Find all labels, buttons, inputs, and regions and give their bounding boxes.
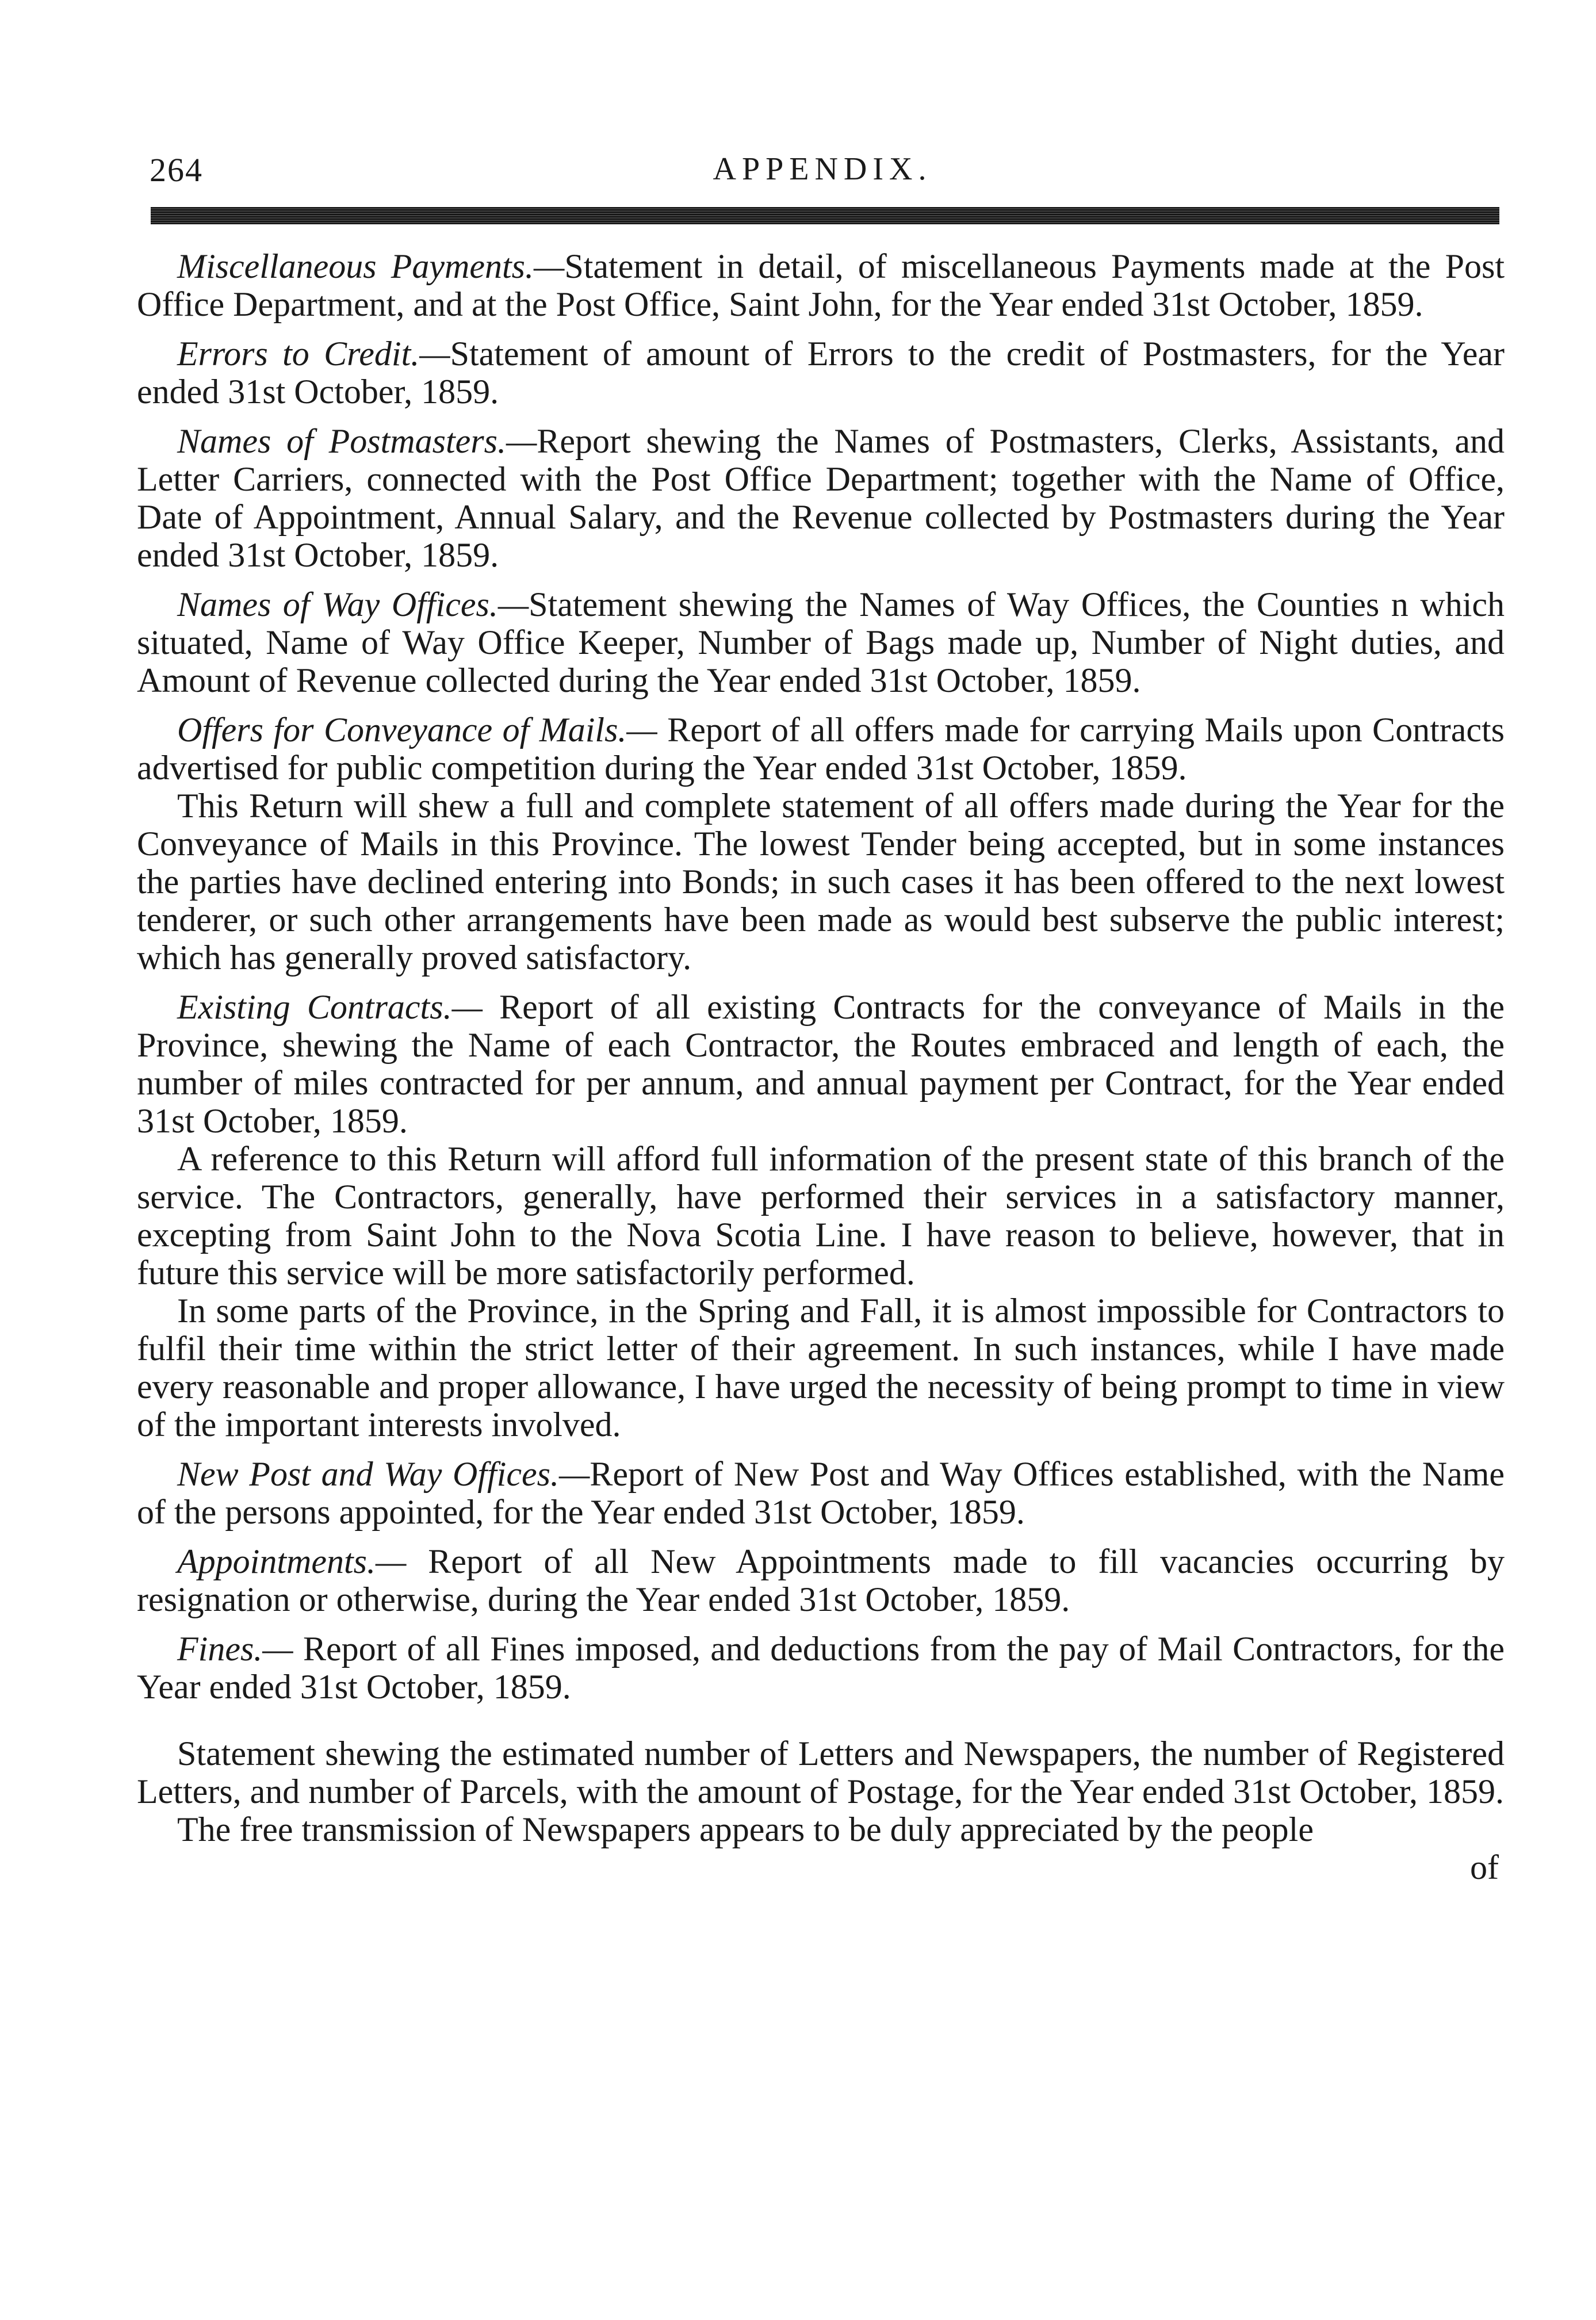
catchword: of xyxy=(1470,1848,1499,1886)
paragraph-text: Report shewing the Names of Postmasters, Clerks, Assistants, and Letter Carriers, connected with the Post Office Department; together with the Name of Office, Date of Appointment, Annual Salary, and the Revenue collected by Postmasters during the Year ended 31st October, 1859. xyxy=(137,422,1505,574)
paragraph-names-of-way-offices xyxy=(137,585,1505,699)
paragraph-text: Report of all existing Contracts for the conveyance of Mails in the Province, shewing the Name of each Contractor, the Routes embraced and length of each, the number of miles contracted for per annum, and annual payment per Contract, for the Year ended 31st October, 1859. xyxy=(137,988,1505,1140)
paragraph-text: In some parts of the Province, in the Spring and Fall, it is almost impossible for Contractors to fulfil their time within the strict letter of their agreement. In such instances, while I have made every reasonable and proper allowance, I have urged the necessity of being prompt to time in view of the important interests involved. xyxy=(137,1292,1505,1444)
paragraph-text: Statement shewing the Names of Way Offices, the Counties n which situated, Name of Way Office Keeper, Number of Bags made up, Number of Night duties, and Amount of Revenue collected during the Year ended 31st October, 1859. xyxy=(137,585,1505,699)
running-head: APPENDIX. xyxy=(713,151,932,187)
paragraph-lead: Names of Way Offices.— xyxy=(177,585,529,623)
paragraph-lead: Names of Postmasters.— xyxy=(177,422,537,460)
paragraph-text: Statement shewing the estimated number of Letters and Newspapers, the number of Registered Letters, and number of Parcels, with the amount of Postage, for the Year ended 31st October, 1859. xyxy=(137,1735,1505,1810)
header-rule xyxy=(151,207,1499,224)
paragraph-lead: Miscellaneous Payments.— xyxy=(177,247,565,285)
paragraph-lead: Fines.— xyxy=(177,1630,293,1668)
paragraph-text: The free transmission of Newspapers appears to be duly appreciated by the people xyxy=(177,1810,1314,1848)
paragraph-free-transmission xyxy=(137,1810,1505,1848)
paragraph-this-return xyxy=(137,787,1505,977)
paragraph-existing-contracts xyxy=(137,988,1505,1140)
paragraph-text: A reference to this Return will afford full information of the present state of this branch of the service. The Contractors, generally, have performed their services in a satisfactory manner, excepting from Saint John to the Nova Scotia Line. I have reason to believe, however, that in future this service will be more satisfactorily performed. xyxy=(137,1140,1505,1292)
paragraph-new-post-offices xyxy=(137,1455,1505,1531)
paragraph-offers-for-conveyance xyxy=(137,711,1505,787)
paragraph-errors-to-credit xyxy=(137,335,1505,411)
paragraph-lead: Appointments.— xyxy=(177,1542,407,1580)
paragraph-lead: Existing Contracts.— xyxy=(177,988,483,1026)
page-header xyxy=(150,151,1495,197)
paragraph-reference-to-return xyxy=(137,1140,1505,1292)
page-number: 264 xyxy=(150,151,203,189)
body-text xyxy=(137,247,1505,1886)
paragraph-text: Report of all offers made for carrying Mails upon Contracts advertised for public competition during the Year ended 31st October, 1859. xyxy=(137,711,1505,787)
paragraph-text: Statement of amount of Errors to the credit of Postmasters, for the Year ended 31st October, 1859. xyxy=(137,335,1505,411)
paragraph-text: Report of all New Appointments made to fill vacancies occurring by resignation or otherwise, during the Year ended 31st October, 1859. xyxy=(137,1542,1505,1618)
paragraph-statement-letters xyxy=(137,1735,1505,1810)
paragraph-names-of-postmasters xyxy=(137,422,1505,574)
paragraph-text: Report of New Post and Way Offices established, with the Name of the persons appointed, for the Year ended 31st October, 1859. xyxy=(137,1455,1505,1531)
paragraph-lead: Errors to Credit.— xyxy=(177,335,450,373)
paragraph-lead: New Post and Way Offices.— xyxy=(177,1455,590,1493)
paragraph-appointments xyxy=(137,1542,1505,1618)
paragraph-miscellaneous-payments xyxy=(137,247,1505,323)
paragraph-lead: Offers for Conveyance of Mails.— xyxy=(177,711,657,749)
paragraph-spring-and-fall xyxy=(137,1292,1505,1444)
paragraph-text: This Return will shew a full and complete statement of all offers made during the Year for the Conveyance of Mails in this Province. The lowest Tender being accepted, but in some instances the parties have declined entering into Bonds; in such cases it has been offered to the next lowest tenderer, or such other arrangements have been made as would best subserve the public interest; which has generally proved satisfactory. xyxy=(137,787,1505,977)
paragraph-text: Report of all Fines imposed, and deductions from the pay of Mail Contractors, for the Year ended 31st October, 1859. xyxy=(137,1630,1505,1706)
paragraph-fines xyxy=(137,1630,1505,1706)
paragraph-text: Statement in detail, of miscellaneous Payments made at the Post Office Department, and at the Post Office, Saint John, for the Year ended 31st October, 1859. xyxy=(137,247,1505,323)
